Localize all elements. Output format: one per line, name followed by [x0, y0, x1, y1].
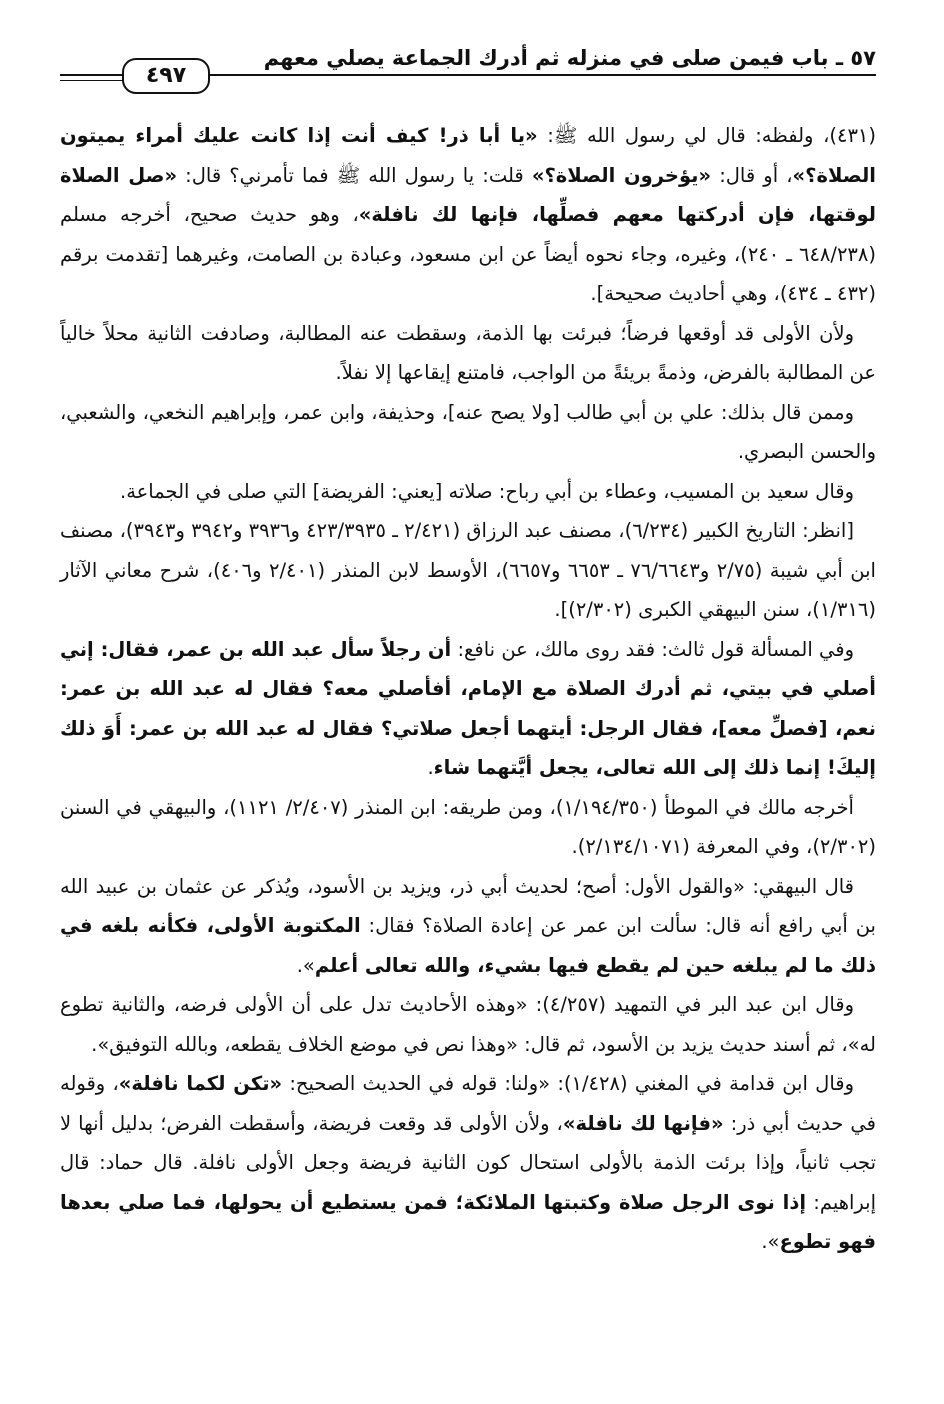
paragraph-text: وممن قال بذلك: علي بن أبي طالب [ولا يصح عنه]، وحذيفة، وابن عمر، وإبراهيم النخعي، والشعبي، والحسن البصري.: [60, 400, 876, 463]
paragraph-text: قال البيهقي: «والقول الأول: أصح؛ لحديث أبي ذر، ويزيد بن الأسود، ويُذكر عن عثمان بن عبيد الله بن أبي رافع أنه قال: سألت ابن عمر عن إعادة الصلاة؟ فقال:: [60, 874, 876, 937]
chapter-running-title: ٥٧ ـ باب فيمن صلى في منزله ثم أدرك الجماعة يصلي معهم: [263, 46, 876, 70]
body-paragraph: [60, 314, 876, 393]
body-paragraph: [60, 867, 876, 986]
body-paragraph: [60, 630, 876, 788]
paragraph-text: ، أو قال:: [711, 163, 793, 187]
paragraph-text: قلت: يا رسول الله ﷺ فما تأمرني؟ قال:: [177, 163, 532, 187]
paragraph-text: [انظر: التاريخ الكبير (٦/٢٣٤)، مصنف عبد الرزاق (٢/٤٢١ ـ ٤٢٣/٣٩٣٥ و٣٩٣٦ و٣٩٤٢ و٣٩٤٣)، مصنف ابن أبي شيبة (٢/٧٥ و٧٦/٦٦٤٣ ـ ٦٦٥٣ و٦٦٥٧)، الأوسط لابن المنذر (٢/٤٠١ و٤٠٦)، شرح معاني الآثار (١/٣١٦)، سنن البيهقي الكبرى (٢/٣٠٢)].: [60, 519, 876, 621]
paragraph-text: ، ولأن الأولى قد وقعت فريضة، وأسقطت الفرض؛ بدليل أنها لا تجب ثانياً، وإذا برئت الذمة بالأولى استحال كون الثانية فريضة وجعل الأولى نافلة. قال حماد: قال إبراهيم:: [60, 1111, 877, 1214]
page-number-badge: ٤٩٧: [122, 58, 210, 94]
emphasized-text: «يؤخرون الصلاة؟»: [531, 163, 712, 187]
paragraph-text: وقال سعيد بن المسيب، وعطاء بن أبي رباح: صلاته [يعني: الفريضة] التي صلى في الجماعة.: [120, 479, 854, 503]
body-paragraph: [60, 116, 876, 314]
emphasized-text: أن رجلاً سأل عبد الله بن عمر، فقال: إني أصلي في بيتي، ثم أدرك الصلاة مع الإمام، أفأصلي معه؟ فقال له عبد الله بن عمر: نعم، [فصلِّ معه]، فقال الرجل: أيتهما أجعل صلاتي؟ فقال له عبد الله بن عمر: أَوَ ذلك إليكَ! إنما ذلك إلى الله تعالى، يجعل أيَّتهما شاء: [60, 637, 876, 779]
paragraph-text: وقال ابن قدامة في المغني (١/٤٢٨): «ولنا: قوله في الحديث الصحيح:: [282, 1072, 854, 1095]
paragraph-text: ».: [296, 953, 315, 977]
paragraph-text: (٤٣١)، ولفظه: قال لي رسول الله ﷺ:: [537, 124, 877, 147]
body-paragraph: [60, 788, 876, 867]
paragraph-text: وقال ابن عبد البر في التمهيد (٤/٢٥٧): «وهذه الأحاديث تدل على أن الأولى فرضه، والثانية تطوع له»، ثم أسند حديث يزيد بن الأسود، ثم قال: «وهذا نص في موضع الخلاف يقطعه، وبالله التوفيق».: [60, 993, 876, 1056]
emphasized-text: «يا أبا ذر! كيف أنت إذا كانت عليك أمراء يميتون الصلاة؟»: [60, 124, 876, 187]
paragraph-text: ، وقوله في حديث أبي ذر:: [60, 1072, 876, 1135]
paragraph-text: وفي المسألة قول ثالث: فقد روى مالك، عن نافع:: [451, 637, 855, 661]
emphasized-text: «تكن لكما نافلة»: [118, 1072, 283, 1095]
body-paragraph: [60, 472, 876, 512]
book-page: [60, 40, 876, 1380]
emphasized-text: المكتوبة الأولى، فكأنه بلغه في ذلك ما لم يبلغه حين لم يقطع فيها بشيء، والله تعالى أعلم: [60, 914, 876, 977]
page-body: [60, 116, 876, 1262]
body-paragraph: [60, 393, 876, 472]
paragraph-text: أخرجه مالك في الموطأ (١/١٩٤/٣٥٠)، ومن طريقه: ابن المنذر (٢/٤٠٧/ ١١٢١)، والبيهقي في السنن (٢/٣٠٢)، وفي المعرفة (٢/١٣٤/١٠٧١).: [60, 795, 876, 858]
page-header: [60, 40, 876, 98]
emphasized-text: «فإنها لك نافلة»: [562, 1111, 724, 1135]
body-paragraph: [60, 511, 876, 630]
paragraph-text: .: [427, 756, 434, 779]
body-paragraph: [60, 985, 876, 1064]
paragraph-text: ، وهو حديث صحيح، أخرجه مسلم (٦٤٨/٢٣٨ ـ ٢٤٠)، وغيره، وجاء نحوه أيضاً عن ابن مسعود، وعبادة بن الصامت، وغيرهما [تقدمت برقم (٤٣٢ ـ ٤٣٤)، وهي أحاديث صحيحة].: [60, 203, 876, 305]
paragraph-text: ولأن الأولى قد أوقعها فرضاً؛ فبرئت بها الذمة، وسقطت عنه المطالبة، وصادفت الثانية محلاً خالياً عن المطالبة بالفرض، وذمةً بريئةً من الواجب، فامتنع إيقاعها إلا نفلاً.: [60, 321, 876, 384]
emphasized-text: إذا نوى الرجل صلاة وكتبتها الملائكة؛ فمن يستطيع أن يحولها، فما صلي بعدها فهو تطوع: [60, 1190, 876, 1253]
body-paragraph: [60, 1064, 876, 1262]
emphasized-text: «صل الصلاة لوقتها، فإن أدركتها معهم فصلِّها، فإنها لك نافلة»: [60, 163, 876, 226]
paragraph-text: ».: [761, 1230, 780, 1253]
